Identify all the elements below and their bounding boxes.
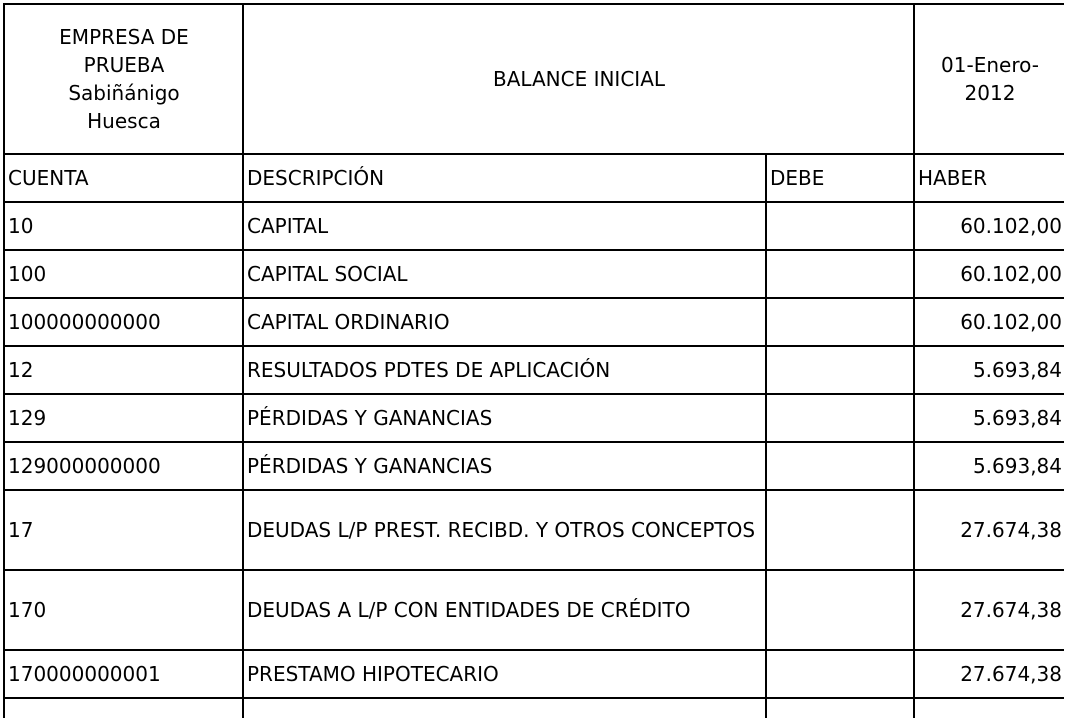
date-line: 2012: [964, 81, 1016, 105]
cuenta-cell: 129: [4, 394, 243, 442]
date-line: 01-Enero-: [941, 53, 1039, 77]
descripcion-cell: PRESTAMO HIPOTECARIO: [243, 650, 766, 698]
cuenta-cell: 17: [4, 490, 243, 570]
descripcion-cell: CAPITAL: [243, 202, 766, 250]
haber-cell: 27.674,38: [914, 490, 1064, 570]
column-header-descripcion: DESCRIPCIÓN: [243, 154, 766, 202]
descripcion-cell: DEUDAS L/P PREST. RECIBD. Y OTROS CONCEPTOS: [243, 490, 766, 570]
debe-cell: [766, 698, 914, 718]
header-row: [4, 4, 1064, 154]
table-row: [4, 394, 1064, 442]
debe-cell: [766, 650, 914, 698]
column-header-cuenta: CUENTA: [4, 154, 243, 202]
table-row: [4, 298, 1064, 346]
descripcion-cell: DEUDAS A L/P CON ENTIDADES DE CRÉDITO: [243, 570, 766, 650]
descripcion-cell: RESULTADOS PDTES DE APLICACIÓN: [243, 346, 766, 394]
debe-cell: [766, 394, 914, 442]
haber-cell: 27.674,38: [914, 650, 1064, 698]
company-line: Huesca: [87, 109, 161, 133]
haber-cell: 60.102,00: [914, 202, 1064, 250]
balance-table: [3, 3, 1064, 718]
cuenta-cell: 12: [4, 346, 243, 394]
table-row: [4, 442, 1064, 490]
company-cell: [4, 4, 243, 154]
column-header-haber: HABER: [914, 154, 1064, 202]
cuenta-cell: 170000000001: [4, 650, 243, 698]
table-row: [4, 570, 1064, 650]
table-row: [4, 490, 1064, 570]
debe-cell: [766, 570, 914, 650]
haber-cell: 60.102,00: [914, 250, 1064, 298]
descripcion-cell: PÉRDIDAS Y GANANCIAS: [243, 394, 766, 442]
table-row: [4, 650, 1064, 698]
table-row: [4, 698, 1064, 718]
company-line: PRUEBA: [83, 53, 165, 77]
cuenta-cell: [4, 698, 243, 718]
company-line: Sabiñánigo: [68, 81, 180, 105]
date-cell: [914, 4, 1064, 154]
balance-sheet: [3, 3, 1064, 718]
debe-cell: [766, 490, 914, 570]
haber-cell: 60.102,00: [914, 298, 1064, 346]
cuenta-cell: 129000000000: [4, 442, 243, 490]
table-row: [4, 202, 1064, 250]
report-title: BALANCE INICIAL: [243, 4, 914, 154]
haber-cell: [914, 698, 1064, 718]
haber-cell: 5.693,84: [914, 394, 1064, 442]
debe-cell: [766, 202, 914, 250]
descripcion-cell: PÉRDIDAS Y GANANCIAS: [243, 442, 766, 490]
descripcion-cell: CAPITAL ORDINARIO: [243, 298, 766, 346]
descripcion-cell: [243, 698, 766, 718]
debe-cell: [766, 298, 914, 346]
haber-cell: 5.693,84: [914, 346, 1064, 394]
cuenta-cell: 100: [4, 250, 243, 298]
cuenta-cell: 10: [4, 202, 243, 250]
haber-cell: 5.693,84: [914, 442, 1064, 490]
debe-cell: [766, 442, 914, 490]
table-row: [4, 346, 1064, 394]
debe-cell: [766, 346, 914, 394]
haber-cell: 27.674,38: [914, 570, 1064, 650]
debe-cell: [766, 250, 914, 298]
table-row: [4, 250, 1064, 298]
descripcion-cell: CAPITAL SOCIAL: [243, 250, 766, 298]
cuenta-cell: 170: [4, 570, 243, 650]
company-line: EMPRESA DE: [59, 25, 189, 49]
column-header-row: [4, 154, 1064, 202]
cuenta-cell: 100000000000: [4, 298, 243, 346]
column-header-debe: DEBE: [766, 154, 914, 202]
